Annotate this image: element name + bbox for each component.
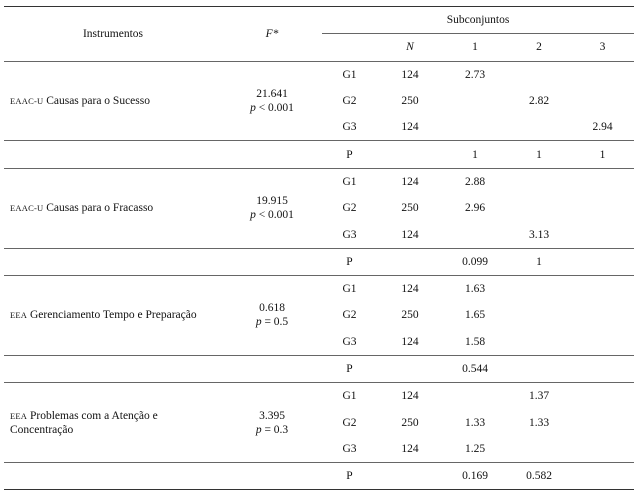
subset-2-value	[507, 61, 571, 88]
instrument-prefix: EAAC-U	[10, 96, 44, 107]
subset-1-value: 0.544	[443, 355, 507, 382]
header-instrumentos: Instrumentos	[4, 7, 222, 62]
subset-1-value: 0.169	[443, 463, 507, 490]
table-row	[4, 275, 634, 302]
instrument-label: Gerenciamento Tempo e Preparação	[30, 309, 197, 322]
group-label: G2	[342, 95, 357, 108]
subset-3-value	[571, 409, 634, 435]
subset-1-value	[443, 221, 507, 248]
p-row	[4, 355, 634, 382]
subset-2-value	[507, 436, 571, 463]
group-label: P	[322, 248, 377, 275]
p-row	[4, 463, 634, 490]
header-subset-2: 2	[536, 41, 542, 54]
instrument-prefix: EAAC-U	[10, 203, 44, 214]
subset-2-value	[507, 168, 571, 195]
p-label: p	[255, 316, 262, 329]
empty-cell	[4, 355, 222, 382]
subset-1-value: 2.88	[443, 168, 507, 195]
subset-2-value	[507, 114, 571, 141]
empty-cell	[222, 248, 322, 275]
subset-2-value: 1.33	[528, 416, 550, 429]
p-value: = 0.3	[264, 423, 289, 436]
group-label: G2	[342, 202, 357, 215]
table-row	[4, 383, 634, 410]
header-g	[322, 34, 377, 61]
n-value: 124	[377, 168, 443, 195]
empty-cell	[4, 141, 222, 168]
n-value	[377, 463, 443, 490]
subset-3-value	[571, 383, 634, 410]
header-subset-1: 1	[472, 41, 478, 54]
p-label: p	[250, 209, 256, 222]
header-subset-3: 3	[599, 41, 606, 54]
subset-1-value	[443, 114, 507, 141]
subset-2-value	[507, 275, 571, 302]
subset-3-value	[571, 463, 634, 490]
n-value: 124	[401, 121, 419, 134]
f-statistic	[222, 383, 322, 463]
subset-3-value	[571, 302, 634, 328]
subset-2-value: 1	[507, 248, 571, 275]
subset-2-value	[507, 302, 571, 328]
header-subconjuntos: Subconjuntos	[322, 7, 634, 34]
table-row	[4, 61, 634, 88]
n-value: 250	[401, 95, 419, 108]
subset-2-value: 1	[507, 141, 571, 168]
subset-2-value: 3.13	[528, 228, 550, 241]
subset-2-value: 0.582	[507, 463, 571, 490]
table-body	[4, 61, 634, 490]
header-f: F*	[222, 7, 322, 62]
group-label: G1	[322, 61, 377, 88]
subset-3-value	[571, 275, 634, 302]
subset-3-value: 1	[571, 141, 634, 168]
n-value: 250	[401, 202, 419, 215]
group-label: P	[322, 141, 377, 168]
n-value: 124	[401, 442, 419, 455]
instrument-prefix: EEA	[10, 310, 28, 321]
n-value	[377, 248, 443, 275]
subset-1-value: 1.58	[464, 335, 486, 348]
subset-1-value	[443, 88, 507, 114]
subset-1-value: 0.099	[443, 248, 507, 275]
subset-1-value	[443, 383, 507, 410]
group-label: G1	[322, 383, 377, 410]
subset-1-value: 2.96	[464, 202, 486, 215]
subset-3-value: 2.94	[592, 121, 613, 134]
instrument-label: Causas para o Sucesso	[46, 95, 150, 108]
subset-2-value	[507, 195, 571, 221]
subset-2-value: 1.37	[507, 383, 571, 410]
f-value: 19.915	[256, 195, 288, 208]
n-value: 124	[377, 275, 443, 302]
f-value: 0.618	[259, 302, 285, 315]
group-label: G3	[342, 335, 357, 348]
n-value	[377, 355, 443, 382]
empty-cell	[4, 248, 222, 275]
p-row	[4, 141, 634, 168]
subset-1-value: 2.73	[443, 61, 507, 88]
p-label: p	[255, 423, 262, 436]
subset-3-value	[571, 248, 634, 275]
subset-3-value	[571, 88, 634, 114]
instrument-name	[4, 383, 222, 463]
group-label: G2	[342, 416, 357, 429]
n-value	[377, 141, 443, 168]
group-label: G1	[322, 168, 377, 195]
subset-1-value: 1.33	[464, 416, 486, 429]
empty-cell	[4, 463, 222, 490]
group-label: P	[322, 463, 377, 490]
f-value: 21.641	[256, 88, 288, 101]
instrument-name	[4, 168, 222, 248]
subset-3-value	[571, 355, 634, 382]
n-value: 250	[401, 416, 419, 429]
group-label: G2	[342, 309, 357, 322]
f-statistic	[222, 61, 322, 141]
empty-cell	[222, 355, 322, 382]
group-label: G3	[342, 228, 357, 241]
p-value: < 0.001	[258, 209, 294, 222]
instrument-label: Causas para o Fracasso	[46, 202, 154, 215]
group-label: G3	[342, 121, 357, 134]
p-row	[4, 248, 634, 275]
subset-3-value	[571, 168, 634, 195]
f-statistic	[222, 168, 322, 248]
p-label: p	[250, 102, 256, 115]
n-value: 124	[377, 61, 443, 88]
group-label: P	[322, 355, 377, 382]
group-label: G3	[342, 442, 357, 455]
instrument-prefix: EEA	[10, 410, 28, 421]
instrument-name	[4, 61, 222, 141]
results-table	[4, 6, 634, 490]
header-n: N	[406, 41, 414, 54]
subset-3-value	[571, 221, 634, 248]
n-value: 250	[401, 309, 419, 322]
n-value: 124	[377, 383, 443, 410]
subset-2-value	[507, 329, 571, 356]
empty-cell	[222, 141, 322, 168]
p-value: < 0.001	[258, 102, 294, 115]
p-value: = 0.5	[264, 316, 289, 329]
subset-3-value	[571, 195, 634, 221]
table-row	[4, 168, 634, 195]
subset-1-value: 1.25	[464, 442, 486, 455]
n-value: 124	[401, 228, 419, 241]
subset-2-value	[507, 355, 571, 382]
subset-1-value: 1	[443, 141, 507, 168]
subset-3-value	[571, 61, 634, 88]
subset-1-value: 1.63	[443, 275, 507, 302]
subset-1-value: 1.65	[464, 309, 486, 322]
f-value: 3.395	[259, 409, 285, 422]
instrument-name	[4, 275, 222, 355]
subset-2-value: 2.82	[528, 95, 550, 108]
group-label: G1	[322, 275, 377, 302]
header-row-1	[4, 7, 634, 34]
subset-3-value	[571, 329, 634, 356]
n-value: 124	[401, 335, 419, 348]
empty-cell	[222, 463, 322, 490]
instrument-label: Problemas com a Atenção e Concentração	[10, 409, 158, 436]
f-statistic	[222, 275, 322, 355]
subset-3-value	[571, 436, 634, 463]
